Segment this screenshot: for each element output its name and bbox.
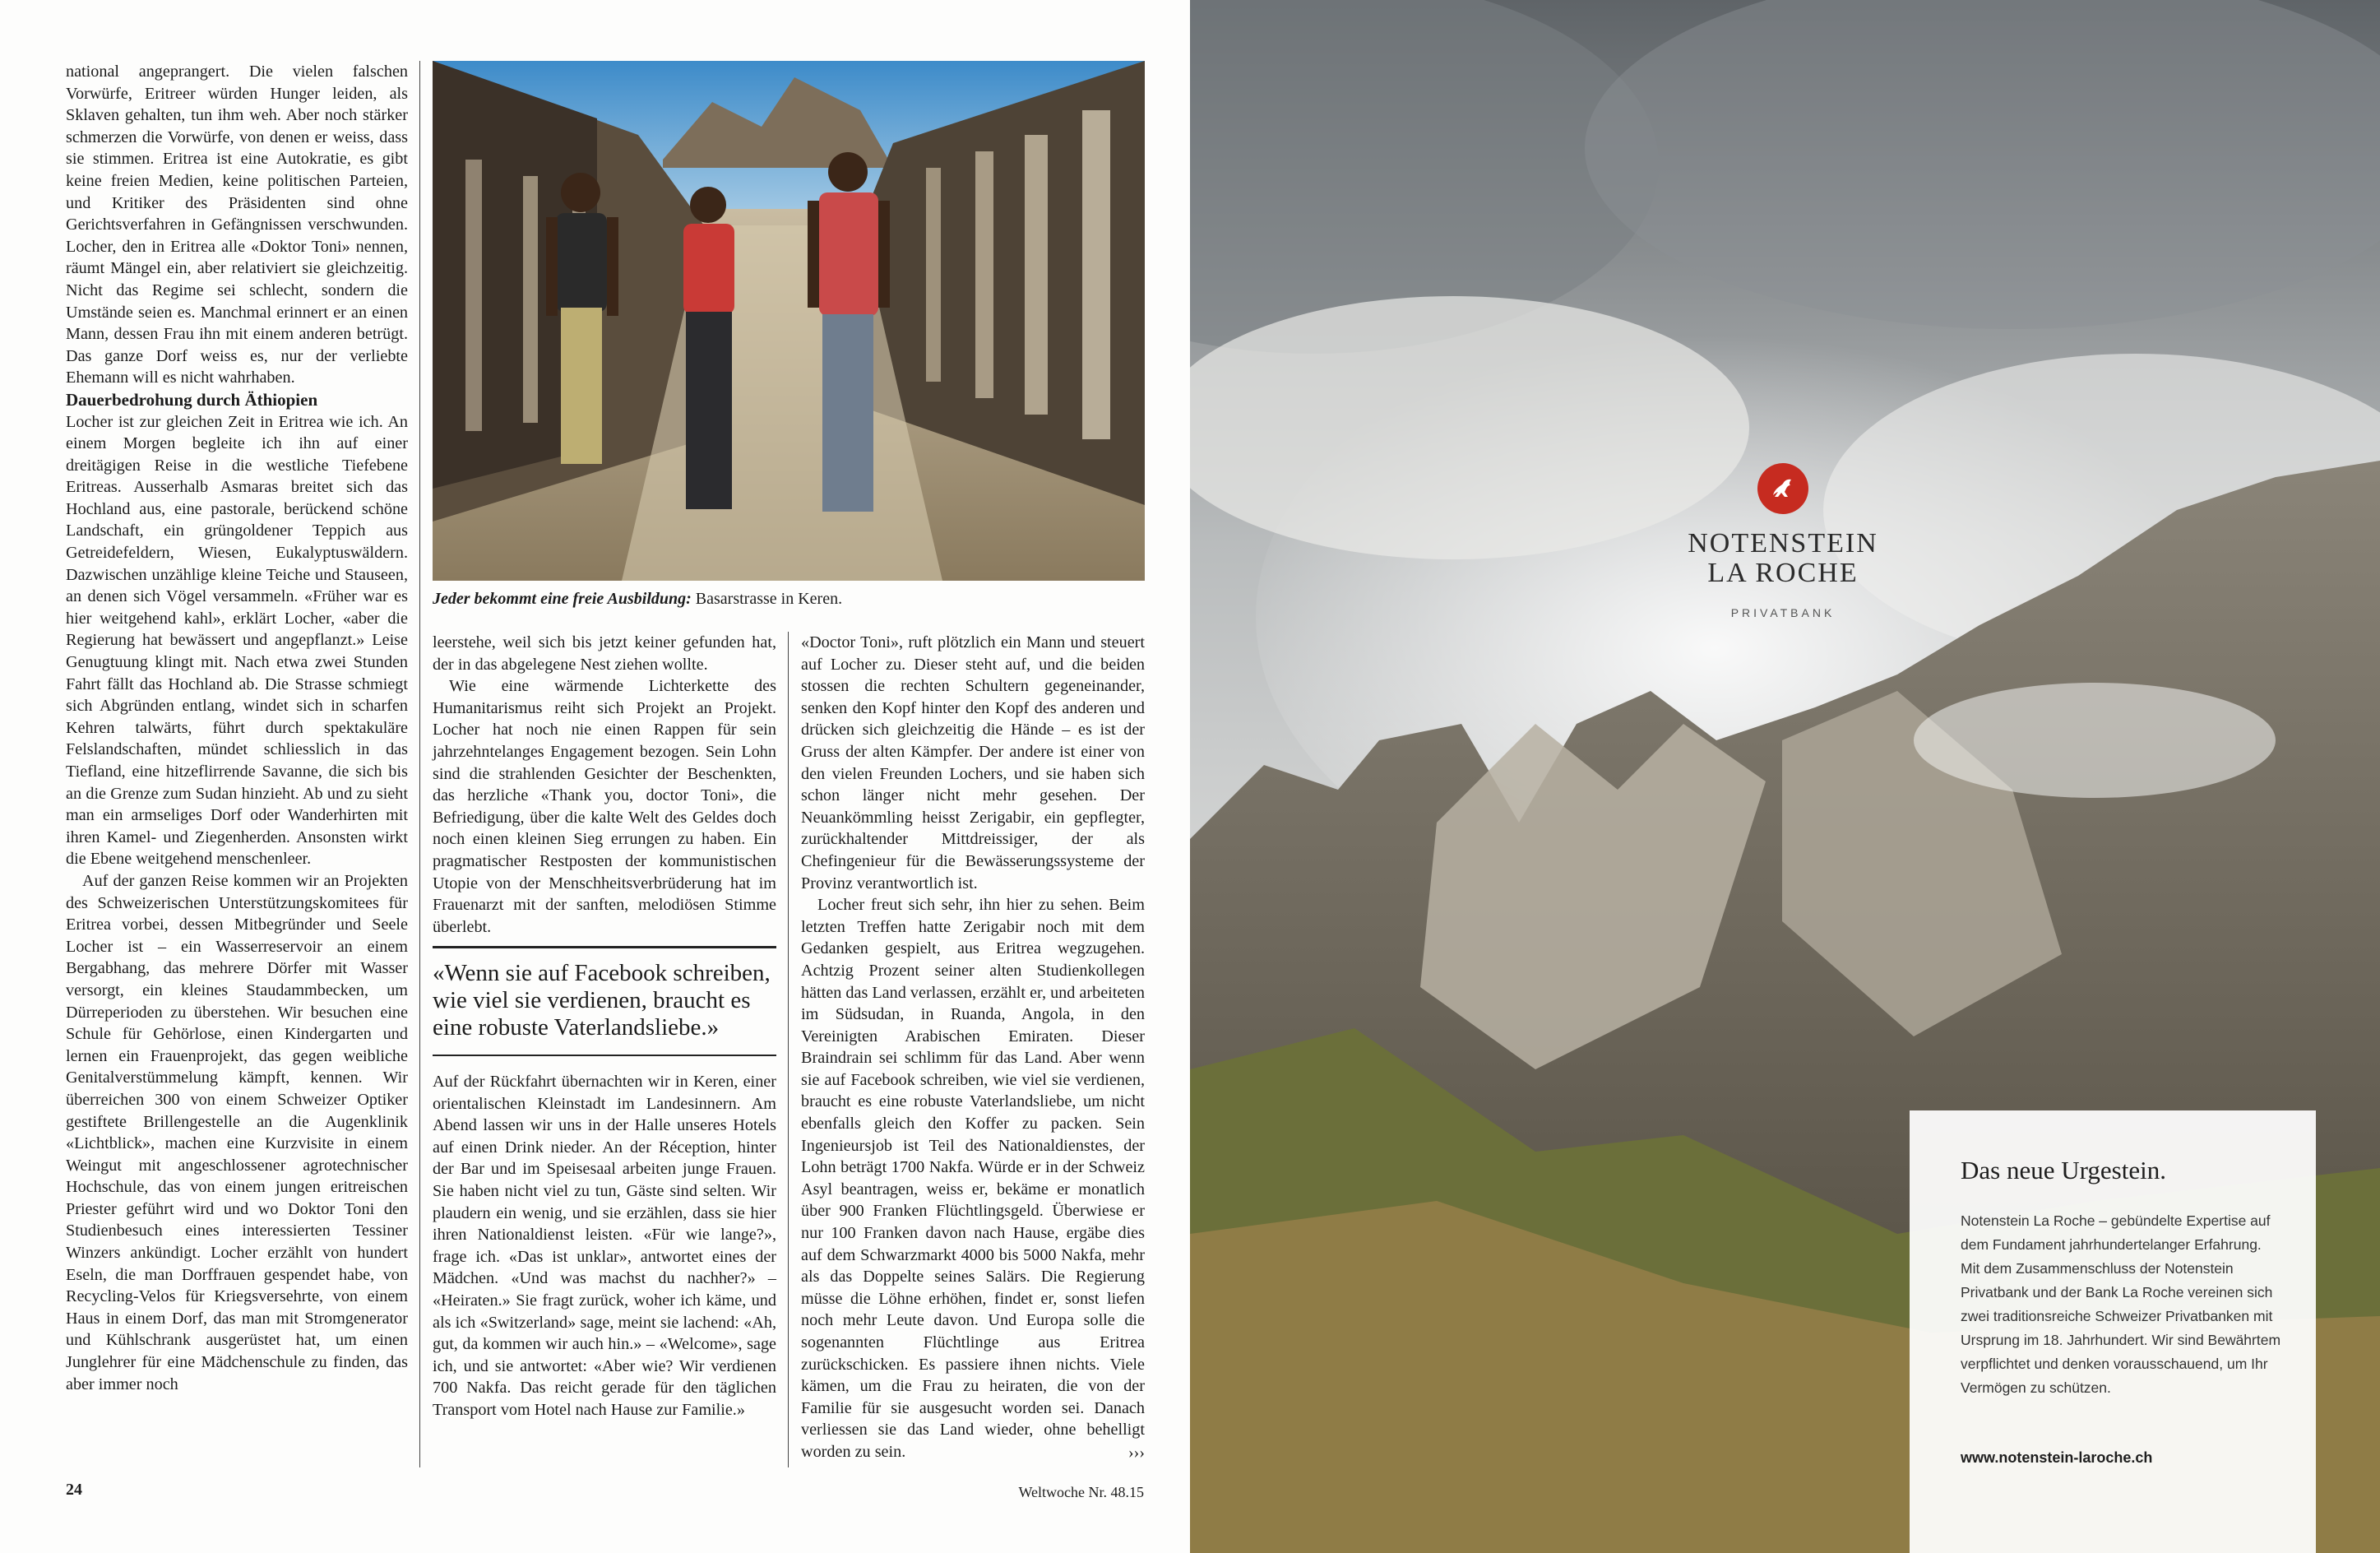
- paragraph: Auf der ganzen Reise kommen wir an Projekten des Schweizerischen Unterstützungskomitees für Eritrea vorbei, dessen Mitbegründer und Seele Locher ist – ein Wasserreservoir an einem Bergabhang, das mehrere Dörfer mit Wasser versorgt, ein kleines Staudammbecken, um Dürreperioden zu überstehen. Wir besuchen eine Schule für Gehörlose, einen Kindergarten und lernen ein Frauenprojekt, das gegen weibliche Genitalverstümmelung kämpft, kennen. Wir überreichen 300 von einem Schweizer Optiker gestiftete Brillengestelle an die Augenklinik «Lichtblick», machen eine Kurzvisite in einem Weingut mit angeschlossener agrotechnischer Hochschule, das von einem jungen eritreischen Priester geführt wird und wo Doktor Toni den Studienbesuch eines interessierten Tessiner Winzers ankündigt. Locher erzählt von hundert Eseln, die man Dorffrauen gespendet habe, von Recycling-Velos für Kriegsversehrte, von einem Haus in einem Dorf, das man mit Stromgenerator und Kühlschrank ausgerüstet hat, um einen Junglehrer für eine Mädchenschule zu finden, das aber immer noch: [66, 871, 408, 1393]
- ad-headline: Das neue Urgestein.: [1961, 1156, 2166, 1184]
- section-subheading: Dauerbedrohung durch Äthiopien: [66, 389, 318, 410]
- paragraph: «Doctor Toni», ruft plötzlich ein Mann und steuert auf Locher zu. Dieser steht auf, und die beiden stossen die rechten Schultern gegeneinander, senken den Kopf hinter den Kopf des anderen und drücken sich gleichzeitig die Hände – es ist der Gruss der alten Kämpfer. Der andere ist einer von den vielen Freunden Lochers, und sie haben sich schon länger nicht mehr gesehen. Der Neuankömmling heisst Zerigabir, ein gepflegter, zurückhaltender Mittdreissiger, der als Chefingenieur für die Bewässerungssysteme der Provinz verantwortlich ist.: [801, 633, 1145, 892]
- article-column-3: [801, 632, 1145, 1463]
- article-photo: [433, 61, 1145, 581]
- paragraph: Auf der Rückfahrt übernachten wir in Keren, einer orientalischen Kleinstadt im Landesinnern. Am Abend lassen wir uns in der Halle unseres Hotels auf einen Drink nieder. An der Réception, hinter der Bar und im Speisesaal arbeiten junge Frauen. Sie haben nicht viel zu tun, Gäste sind selten. Wir plaudern ein wenig, und sie erzählen, dass sie hier ihren Nationaldienst leisten. «Für wie lange?», frage ich. «Das ist unklar», antwortet eines der Mädchen. «Und was machst du nachher?» – «Heiraten.» Sie fragt zurück, woher ich käme, und als ich «Switzerland» sage, meint sie lachend: «Ah, gut, da kommen wir auch hin.» – «Welcome», sage ich, und sie antwortet: «Aber wie? Wir verdienen 700 Nakfa. Das reicht gerade für den täglichen Transport vom Hotel nach Hause zur Familie.»: [433, 1073, 776, 1419]
- paragraph: Wie eine wärmende Lichterkette des Humanitarismus reiht sich Projekt an Projekt. Locher hat noch nie einen Rappen für sein jahrzehntelanges Engagement bezogen. Sein Lohn sind die strahlenden Gesichter der Beschenkten, das herzliche «Thank you, doctor Toni», die Befriedigung, über die kalte Welt des Geldes doch noch einen kleinen Sieg errungen zu haben. Ein pragmatischer Restposten der kommunistischen Utopie von der Menschheitsverbrüderung hat im Frauenarzt mit der sanften, melodiösen Stimme überlebt.: [433, 677, 776, 936]
- ad-body-text: Notenstein La Roche – gebündelte Expertise auf dem Fundament jahrhundertelanger Erfahrung. Mit dem Zusammenschluss der Notenstein Privatbank und der Bank La Roche vereinen sich zwei traditionsreiche Schweizer Privatbanken mit Ursprung im 18. Jahrhundert. Wir sind Bewährtem verpflichtet und denken vorausschauend, um Ihr Vermögen zu schützen.: [1961, 1212, 2281, 1396]
- caption-lead: Jeder bekommt eine freie Ausbildung:: [433, 590, 692, 608]
- paragraph: national angeprangert. Die vielen falschen Vorwürfe, Eritreer würden Hunger leiden, als Sklaven gehalten, tun ihm weh. Aber noch stärker schmerzen die Vorwürfe, von denen er weiss, dass sie stimmen. Eritrea ist eine Autokratie, es gibt keine freien Medien, keine politischen Parteien, und Kritiker des Präsidenten sind ohne Gerichtsverfahren in Gefängnissen verschwunden. Locher, den in Eritrea alle «Doktor Toni» nennen, räumt Mängel ein, aber relativiert sie gleichzeitig. Nicht das Regime sei schlecht, sondern die Umstände seien es. Manchmal erinnert er an einen Mann, dessen Frau ihn mit einem anderen betrügt. Das ganze Dorf weiss es, nur der verliebte Ehemann will es nicht wahrhaben.: [66, 63, 408, 387]
- brand-logo: [1643, 463, 1923, 619]
- brand-name-line1: NOTENSTEIN: [1688, 528, 1878, 559]
- paragraph: leerstehe, weil sich bis jetzt keiner gefunden hat, der in das abgelegene Nest ziehen wollte.: [433, 633, 776, 674]
- street-photo-illustration: [433, 61, 1145, 581]
- pull-quote: «Wenn sie auf Facebook schreiben, wie viel sie verdienen, braucht es eine robuste Vaterlandsliebe.»: [433, 946, 776, 1056]
- photo-caption: [433, 588, 1145, 610]
- page-number: 24: [66, 1481, 82, 1499]
- article-column-2: [433, 632, 776, 938]
- brand-name-line2: LA ROCHE: [1707, 558, 1859, 588]
- continue-marker: ›››: [1127, 1443, 1145, 1462]
- brand-subtitle: PRIVATBANK: [1730, 606, 1836, 619]
- column-divider: [419, 61, 420, 1467]
- paragraph: Locher ist zur gleichen Zeit in Eritrea wie ich. An einem Morgen begleite ich ihn auf einer dreitägigen Reise in die westliche Tiefebene Eritreas. Ausserhalb Asmaras breitet sich das Hochland aus, eine pastorale, berückend schöne Landschaft, ein grüngoldener Teppich aus Getreidefeldern, Wiesen, Eukalyptuswäldern. Dazwischen unzählige kleine Teiche und Stauseen, an denen sich Vögel versammeln. «Früher war es hier weitgehend kahl», erklärt Locher, «aber die Regierung hat bewässert und angepflanzt.» Leise Genugtuung klingt mit. Nach etwa zwei Stunden Fahrt fällt das Hochland ab. Die Strasse schmiegt sich Abgründen entlang, windet sich in scharfen Kehren talwärts, führt durch spektakuläre Felslandschaften, mündet schliesslich in das Tiefland, eine hitzeflirrende Savanne, die sich bis an die Grenze zum Sudan hinzieht. Ab und zu sieht man ein armseliges Dorf oder Wanderhirten mit ihren Kamel- und Ziegenherden. Ansonsten wirkt die Ebene weitgehend menschenleer.: [66, 412, 408, 869]
- issue-label: Weltwoche Nr. 48.15: [1018, 1484, 1144, 1500]
- ad-website-link[interactable]: www.notenstein-laroche.ch: [1961, 1449, 2153, 1466]
- caption-text: Basarstrasse in Keren.: [691, 590, 843, 608]
- paragraph: Locher freut sich sehr, ihn hier zu sehen. Beim letzten Treffen hatte Zerigabir noch mit dem Gedanken gespielt, aus Eritrea wegzugehen. Achtzig Prozent seiner alten Studienkollegen hätten das Land verlassen, erzählt er, und arbeiteten im Südsudan, in Ruanda, Angola, in den Vereinigten Arabischen Emiraten. Dieser Braindrain sei schlimm für das Land. Aber wenn sie auf Facebook schreiben, wie viel sie verdienen, braucht es eine robuste Vaterlandsliebe, um nicht ebenfalls gleich den Koffer zu packen. Sein Ingenieursjob ist Teil des Nationaldienstes, der Lohn beträgt 1700 Nakfa. Würde er in der Schweiz Asyl beantragen, weiss er, bekäme er monatlich über 900 Franken Flüchtlingsgeld. Überwiese er nur 100 Franken davon nach Hause, ergäbe dies auf dem Schwarzmarkt 4000 bis 5000 Nakfa, mehr als das Doppelte seines Salärs. Die Regierung müsse die Löhne erhöhen, findet er, sonst liefen noch mehr Leute davon. Und Europa solle die sogenannten Flüchtlinge aus Eritrea zurückschicken. Es passiere ihnen nichts. Viele kämen, um die Frau zu heiraten, die von der Familie für sie ausgesucht worden sei. Danach verliessen sie das Land wieder, ohne behelligt worden zu sein.: [801, 896, 1145, 1461]
- horse-emblem-icon: [1757, 463, 1808, 514]
- horse-icon: [1766, 472, 1799, 505]
- column-divider: [788, 632, 789, 1467]
- article-column-2-continued: [433, 1071, 776, 1421]
- article-column-1: [66, 61, 408, 1395]
